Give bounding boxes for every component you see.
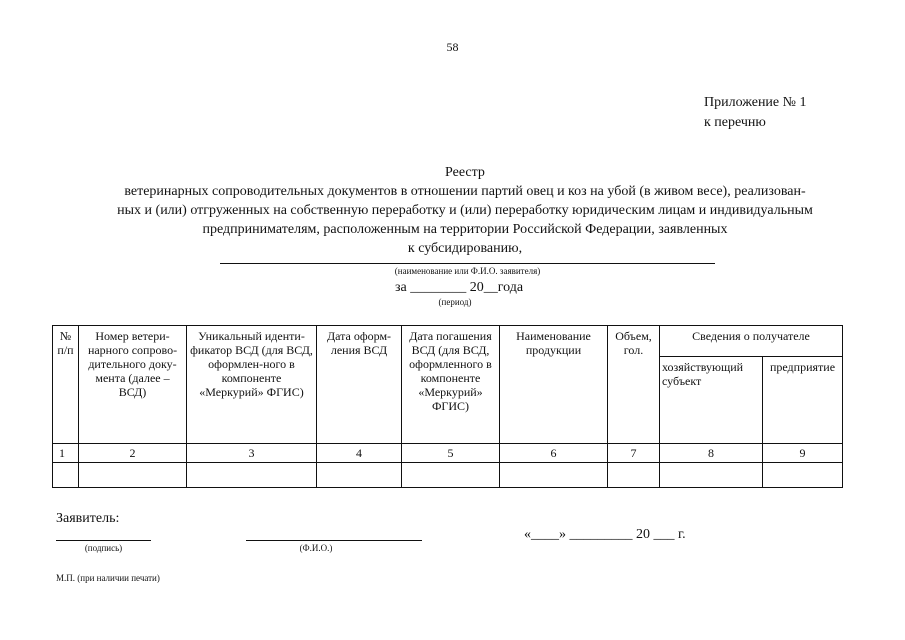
header-recipient-info: Сведения о получателе <box>660 326 843 357</box>
header-number: № п/п <box>53 326 79 444</box>
header-issue-date: Дата оформ-ления ВСД <box>317 326 402 444</box>
title-heading: Реестр <box>445 165 485 180</box>
col-number-cell: 5 <box>402 444 500 463</box>
header-vsd-id: Уникальный иденти-фикатор ВСД (для ВСД, оформлен-ного в компоненте «Меркурий» ФГИС) <box>187 326 317 444</box>
empty-cell <box>608 463 660 488</box>
col-number-cell: 9 <box>763 444 843 463</box>
applicant-name-line <box>220 263 715 264</box>
col-number-cell: 4 <box>317 444 402 463</box>
signature-caption: (подпись) <box>84 543 123 553</box>
title-line-3: предпринимателям, расположенным на территории Российской Федерации, заявленных <box>202 222 728 237</box>
title-line-1: ветеринарных сопроводительных документов в отношении партий овец и коз на убой (в живом весе), реализован- <box>124 184 806 199</box>
empty-cell <box>500 463 608 488</box>
page-number: 58 <box>446 40 459 54</box>
col-number-cell: 8 <box>660 444 763 463</box>
seal-note: М.П. (при наличии печати) <box>56 573 160 583</box>
col-number-cell: 3 <box>187 444 317 463</box>
title-line-4: к субсидированию, <box>407 241 523 256</box>
empty-cell <box>660 463 763 488</box>
appendix-line-2: к перечню <box>704 115 766 130</box>
header-redeem-date: Дата погашения ВСД (для ВСД, оформленного в компоненте «Меркурий» ФГИС) <box>402 326 500 444</box>
appendix-line-1: Приложение № 1 <box>704 95 807 110</box>
applicant-label: Заявитель: <box>56 511 120 526</box>
date-line: «____» _________ 20 ___ г. <box>524 527 686 542</box>
signature-line <box>56 540 151 541</box>
appendix-block <box>704 93 807 133</box>
period-caption: (период) <box>438 297 472 307</box>
empty-cell <box>187 463 317 488</box>
empty-cell <box>79 463 187 488</box>
fio-line <box>246 540 422 541</box>
header-product-name: Наименование продукции <box>500 326 608 444</box>
col-number-cell: 7 <box>608 444 660 463</box>
col-number-cell: 6 <box>500 444 608 463</box>
empty-cell <box>402 463 500 488</box>
applicant-name-caption: (наименование или Ф.И.О. заявителя) <box>394 266 541 276</box>
empty-cell <box>763 463 843 488</box>
header-volume: Объем, гол. <box>608 326 660 444</box>
empty-cell <box>317 463 402 488</box>
table-row <box>53 463 843 488</box>
empty-cell <box>53 463 79 488</box>
col-number-cell: 2 <box>79 444 187 463</box>
registry-table <box>52 325 843 488</box>
title-line-2: ных и (или) отгруженных на собственную переработку и (или) переработку юридическим лицам и индивидуальным <box>117 203 813 218</box>
fio-caption: (Ф.И.О.) <box>299 543 333 553</box>
col-number-cell: 1 <box>53 444 79 463</box>
header-vsd-number: Номер ветери-нарного сопрово-дительного доку-мента (далее – ВСД) <box>79 326 187 444</box>
document-title <box>70 163 860 258</box>
subheader-enterprise: предприятие <box>763 357 843 444</box>
subheader-business-entity: хозяйствующий субъект <box>660 357 763 444</box>
period-line: за ________ 20__года <box>395 280 524 295</box>
